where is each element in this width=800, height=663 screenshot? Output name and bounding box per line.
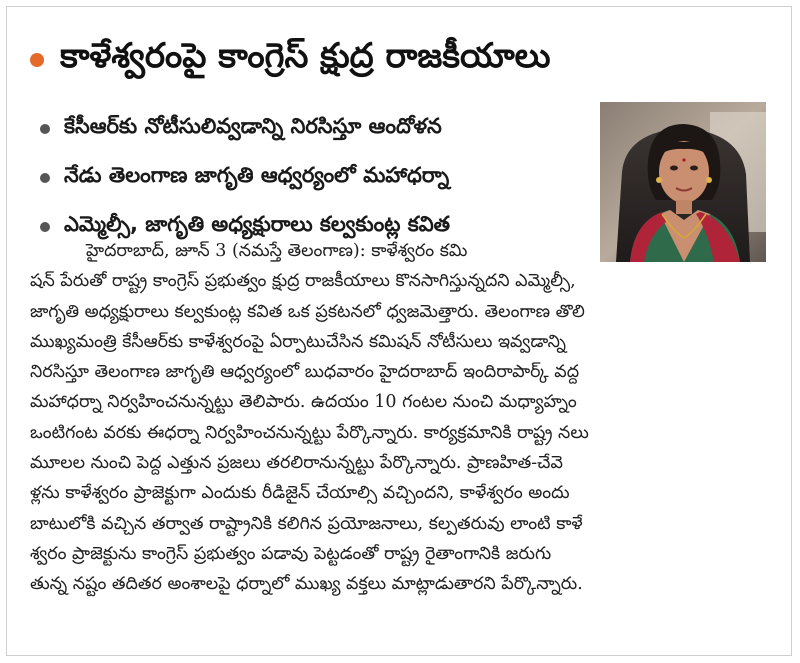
body-line: మూలల నుంచి పెద్ద ఎత్తున ప్రజలు తరలిరానున్నట్టు పేర్కొన్నారు. ప్రాణహిత-చేవె (30, 453, 563, 474)
body-line: ముఖ్యమంత్రి కేసీఆర్‌కు కాళేశ్వరంపై ఏర్పాటుచేసిన కమిషన్ నోటీసులు ఇవ్వడాన్ని (30, 331, 566, 352)
body-line: మహాధర్నా నిర్వహించనున్నట్టు తెలిపారు. ఉదయం 10 గంటల నుంచి మధ్యాహ్నం (30, 392, 577, 413)
body-line: హైదరాబాద్, జూన్ 3 (నమస్తే తెలంగాణ): కాళేశ్వరం కమి (86, 241, 468, 261)
subheading-item (40, 153, 600, 202)
headline-bullet-dot (30, 53, 44, 67)
body-line: బాటులోకి వచ్చిన తర్వాత రాష్ట్రానికి కలిగిన ప్రయోజనాలు, కల్పతరువు లాంటి కాళే (30, 513, 583, 534)
headline-row (30, 28, 780, 92)
body-line: షన్ పేరుతో రాష్ట్ర కాంగ్రెస్ ప్రభుత్వం క్షుద్ర రాజకీయాలు కొనసాగిస్తున్నదని ఎమ్మెల్సీ, (30, 271, 576, 292)
headline: కాళేశ్వరంపై కాంగ్రెస్ క్షుద్ర రాజకీయాలు (60, 36, 551, 76)
subheading-text: ఎమ్మెల్సీ, జాగృతి అధ్యక్షురాలు కల్వకుంట్ల కవిత (64, 211, 450, 236)
subheading-list (40, 104, 600, 251)
subheading-text: కేసీఆర్‌కు నోటీసులివ్వడాన్ని నిరసిస్తూ ఆందోళన (64, 113, 442, 138)
subheading-text: నేడు తెలంగాణ జాగృతి ఆధ్వర్యంలో మహాధర్నా (64, 162, 450, 187)
article-body (30, 236, 770, 600)
subheading-item (40, 104, 600, 153)
body-line: నిరసిస్తూ తెలంగాణ జాగృతి ఆధ్వర్యంలో బుధవారం హైదరాబాద్ ఇందిరాపార్క్ వద్ద (30, 362, 580, 383)
body-line: జాగృతి అధ్యక్షురాలు కల్వకుంట్ల కవిత ఒక ప్రకటనలో ధ్వజమెత్తారు. తెలంగాణ తొలి (30, 301, 585, 322)
body-line: ఒంటిగంట వరకు ఈధర్నా నిర్వహించనున్నట్టు పేర్కొన్నారు. కార్యక్రమానికి రాష్ట్ర నలు (30, 422, 589, 443)
bullet-dot (40, 124, 50, 134)
bullet-dot (40, 173, 50, 183)
bullet-dot (40, 222, 50, 232)
body-line: ళ్లను కాళేశ్వరం ప్రాజెక్టుగా ఎందుకు రీడిజైన్ చేయాల్సి వచ్చిందని, కాళేశ్వరం అందు (30, 483, 570, 504)
body-line: శ్వరం ప్రాజెక్టును కాంగ్రెస్ ప్రభుత్వం పడావు పెట్టడంతో రాష్ట్ర రైతాంగానికి జరుగు (30, 543, 552, 564)
body-line: తున్న నష్టం తదితర అంశాలపై ధర్నాలో ముఖ్య వక్తలు మాట్లాడుతారని పేర్కొన్నారు. (30, 574, 583, 595)
